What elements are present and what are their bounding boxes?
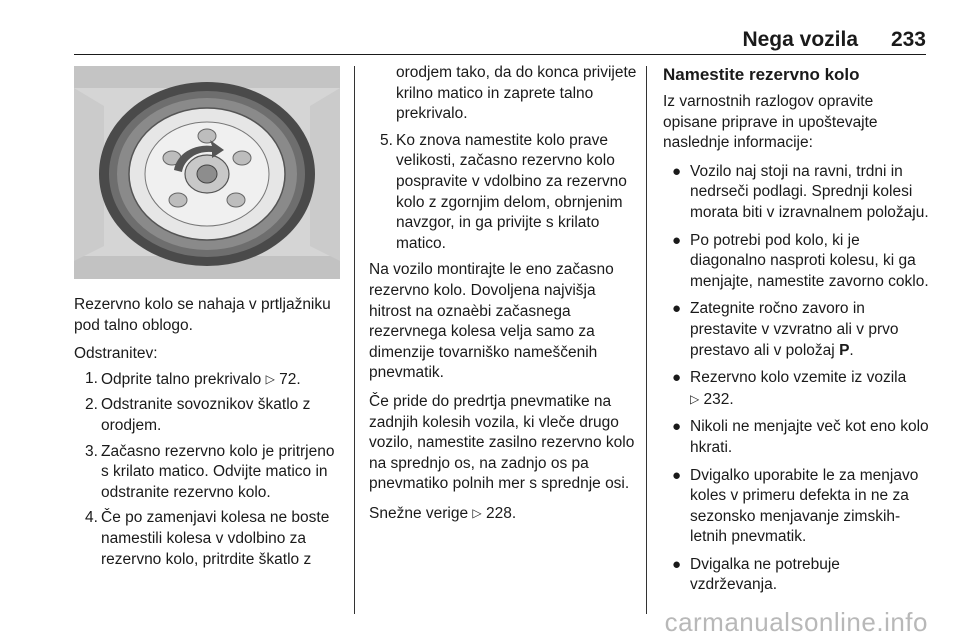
column-left — [74, 60, 344, 575]
list-item — [663, 368, 929, 410]
spare-wheel-illustration — [74, 66, 340, 279]
list-item-continued — [369, 63, 637, 125]
page-reference: 72. — [279, 370, 301, 388]
list-item — [369, 131, 637, 255]
bullet-icon: ● — [672, 231, 682, 249]
list-item — [663, 466, 929, 548]
bullet-text: Po potrebi pod kolo, ki je diagonalno nasproti kolesu, ki ga menjajte, namestite zavorno coklo. — [690, 231, 929, 290]
steps-list — [74, 369, 344, 570]
bullet-icon: ● — [672, 300, 682, 318]
list-item — [74, 442, 344, 504]
steps-intro: Odstranitev: — [74, 345, 158, 363]
list-item — [663, 162, 929, 224]
step-text: Odprite talno prekrivalo — [101, 370, 262, 388]
page-ref-icon: ▷ — [472, 505, 482, 520]
watermark: carmanualsonline.info — [664, 607, 928, 637]
column-right — [663, 64, 929, 603]
step-number: 4. — [85, 509, 98, 527]
paragraph: Če pride do predrtja pnevmatike na zadnjih kolesih vozila, ki vleče drugo vozilo, namestite zasilno rezervno kolo na sprednjo os, na zadnjo os pa pnevmatiko polnih mer s sprednje osi. — [369, 392, 635, 493]
bullet-text: Zategnite ročno zavoro in prestavite v vzvratno ali v prvo prestavo ali v položaj — [690, 300, 899, 359]
step-number: 2. — [85, 396, 98, 414]
list-item — [74, 508, 344, 570]
list-item — [663, 555, 929, 596]
bullet-icon: ● — [672, 466, 682, 484]
step-text: Če po zamenjavi kolesa ne boste namestili kolesa v vdolbino za rezervno kolo, pritrdite škatlo z — [101, 509, 330, 568]
bullet-icon: ● — [672, 418, 682, 436]
page-ref-icon: ▷ — [265, 371, 275, 386]
page-number: 233 — [890, 28, 926, 51]
column-divider — [646, 66, 647, 614]
bullet-icon: ● — [672, 369, 682, 387]
list-item — [663, 231, 929, 293]
list-item — [663, 299, 929, 361]
bullet-text: Nikoli ne menjajte več kot eno kolo hkrati. — [690, 418, 929, 456]
gear-position-label: P — [839, 341, 850, 359]
illustration-caption: Rezervno kolo se nahaja v prtljažniku pod talno oblogo. — [74, 296, 331, 334]
bullet-icon: ● — [672, 162, 682, 180]
bullet-text: Dvigalko uporabite le za menjavo koles v primeru defekta in ne za sezonsko menjavanje zimskih-letnih pnevmatik. — [690, 466, 919, 546]
step-number: 5. — [380, 131, 393, 149]
page-header — [74, 0, 926, 55]
intro-paragraph: Iz varnostnih razlogov opravite opisane priprave in upoštevajte naslednje informacije: — [663, 93, 878, 152]
column-middle — [369, 63, 637, 532]
bullet-text-end: . — [849, 341, 854, 359]
section-heading: Namestite rezervno kolo — [663, 65, 860, 84]
section-title: Nega vozila — [742, 28, 858, 51]
bullet-icon: ● — [672, 555, 682, 573]
list-item — [663, 417, 929, 458]
step-number: 3. — [85, 442, 98, 460]
bullet-text: Vozilo naj stoji na ravni, trdni in nedrseči podlagi. Sprednji kolesi morata biti v izravnalnem položaju. — [690, 162, 929, 221]
list-item — [74, 369, 344, 391]
reference-text: Snežne verige — [369, 504, 469, 522]
page-reference: 232. — [703, 390, 734, 408]
column-divider — [354, 66, 355, 614]
bullet-text: Rezervno kolo vzemite iz vozila — [690, 369, 907, 387]
step-text: Začasno rezervno kolo je pritrjeno s krilato matico. Odvijte matico in odstranite rezervno kolo. — [101, 442, 335, 501]
paragraph: Na vozilo montirajte le eno začasno rezervno kolo. Dovoljena najvišja hitrost na oznaèbi začasnega rezervnega kolesa velja samo za dimenzije tovarniško nameščenih pnevmatik. — [369, 261, 614, 382]
page-ref-icon: ▷ — [690, 391, 700, 406]
page-reference: 228. — [485, 504, 517, 522]
bullet-text: Dvigalka ne potrebuje vzdrževanja. — [690, 555, 840, 594]
list-item — [74, 395, 344, 436]
paragraph — [369, 503, 637, 525]
step-text: Odstranite sovoznikov škatlo z orodjem. — [101, 396, 311, 434]
step-text: orodjem tako, da do konca privijete krilno matico in zaprete talno prekrivalo. — [396, 64, 637, 123]
bullet-list — [663, 162, 929, 596]
step-number: 1. — [85, 369, 98, 387]
step-text: Ko znova namestite kolo prave velikosti, začasno rezervno kolo pospravite v vdolbino za rezervno kolo z zgornjim delom, obrnjenim navzgor, in ga privijte s krilato matico. — [396, 131, 627, 252]
